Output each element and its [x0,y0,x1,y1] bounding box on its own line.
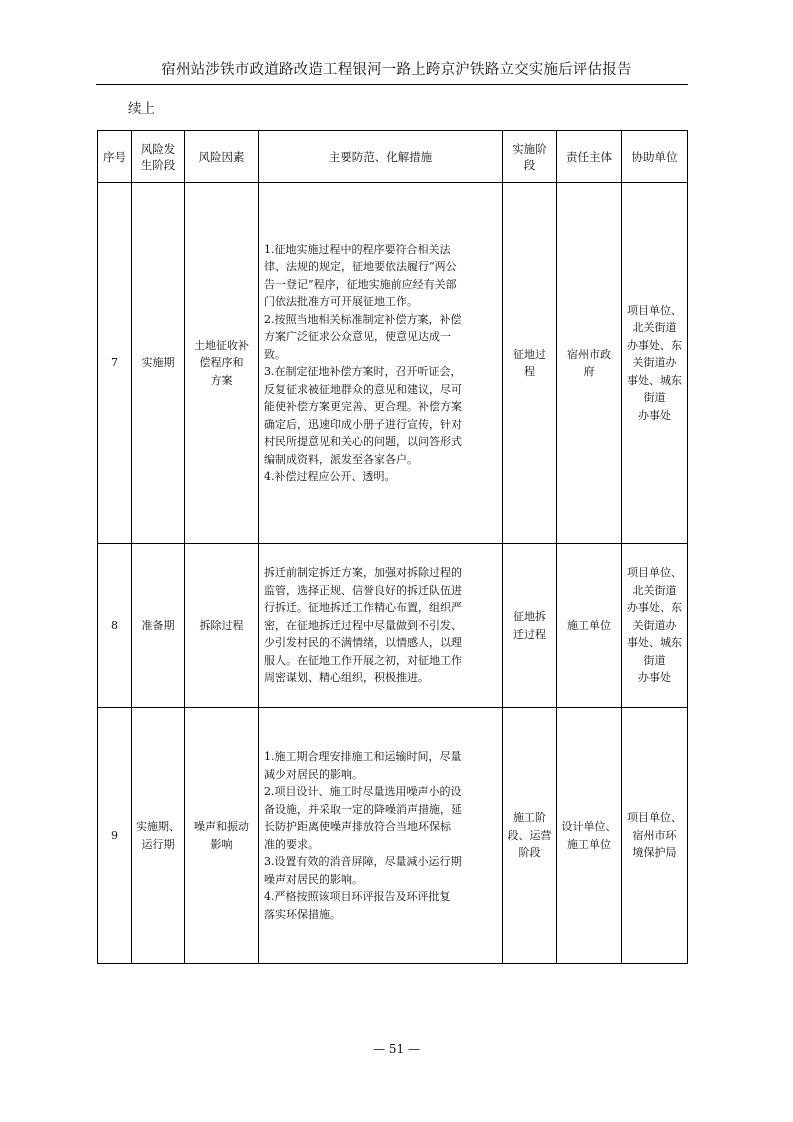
risk-factor-line: 噪声和振动 [194,820,249,833]
measure-line: 备设施，并采取一定的降噪消声措施，延 [264,802,462,816]
col-header-measures: 主要防范、化解措施 [259,131,503,183]
assist-line: 境保护局 [632,846,677,860]
page-number: — 51 — [373,1042,420,1056]
assist-line: 关街道办 [632,618,677,632]
measure-line: 3.设置有效的消音屏障，尽量减小运行期 [264,855,462,868]
impl-stage-line: 段、运营 [507,828,552,842]
row-number: 8 [98,544,132,708]
risk-stage: 准备期 [132,544,185,708]
measure-line: 确定后，迅速印成小册子进行宣传，针对 [264,417,462,431]
assist-line: 办事处 [638,408,671,422]
col-header-factor: 风险因素 [185,131,259,183]
assist-line: 北关街道 [632,321,677,335]
risk-factor-line: 影响 [210,837,233,851]
measure-line: 监管，选择正规、信誉良好的拆迁队伍进 [264,583,462,597]
risk-factor [185,708,259,964]
measure-line: 致。 [264,347,286,361]
header-rule [96,84,688,85]
row-number: 9 [98,708,132,964]
table-row [98,183,688,544]
assist-line: 办事处 [638,671,671,685]
assist-line: 宿州市环 [632,828,677,842]
col-header-impl-text: 实施阶段 [512,141,547,172]
assist-line: 办事处、东 [627,338,682,352]
measures-cell [259,708,503,964]
responsible-line: 宿州市政 [567,347,611,361]
risk-table [97,130,688,964]
risk-stage: 实施期 [132,183,185,544]
page-header-title: 宿州站涉铁市政道路改造工程银河一路上跨京沪铁路立交实施后评估报告 [161,62,632,78]
impl-stage [503,183,557,544]
col-header-stage [132,131,185,183]
responsible-line: 施工单位 [567,618,611,632]
measure-line: 周密谋划、精心组织，积极推进。 [264,671,429,685]
measure-line: 3.在制定征地补偿方案时，召开听证会， [264,365,462,378]
impl-stage-line: 征地过 [513,347,546,361]
table-row [98,708,688,964]
assist-line: 事处、城东 [627,636,682,650]
measure-line: 噪声对居民的影响。 [264,872,363,886]
assisting-units [622,544,688,708]
risk-stage [132,708,185,964]
impl-stage-line: 施工阶 [513,811,546,825]
measure-line: 落实环保措施。 [264,907,341,921]
assisting-units [622,183,688,544]
risk-stage-line: 运行期 [141,837,175,851]
assist-line: 街道 [643,653,666,667]
assist-line: 项目单位、 [627,811,682,825]
measures-cell [259,544,503,708]
measure-line: 反复征求被征地群众的意见和建议，尽可 [264,382,462,396]
responsible-line: 设计单位、 [561,820,617,833]
continued-label: 续上 [128,101,155,117]
impl-stage-line: 征地拆 [513,610,546,623]
measure-line: 4.严格按照该项目环评报告及环评批复 [264,890,451,903]
measure-line: 门依法批准方可开展征地工作。 [264,295,418,308]
assist-line: 关街道办 [632,356,677,370]
measure-line: 律、法规的规定，征地要依法履行“两公 [264,260,457,273]
col-header-assist: 协助单位 [622,131,688,183]
row-number: 7 [98,183,132,544]
measure-line: 能使补偿方案更完善、更合理。补偿方案 [264,400,462,413]
col-header-stage-text: 风险发生阶段 [140,141,176,172]
measure-line: 村民所提意见和关心的问题，以问答形式 [264,435,462,448]
measure-line: 减少对居民的影响。 [264,767,363,781]
measures-cell [259,183,503,544]
table-header-row [98,131,688,183]
assisting-units [622,708,688,964]
assist-line: 办事处、东 [627,601,682,615]
risk-factor-line: 方案 [210,373,233,387]
measure-line: 告一登记”程序，征地实施前应经有关部 [264,277,457,291]
measure-line: 1.征地实施过程中的程序要符合相关法 [264,242,451,256]
measure-line: 2.项目设计、施工时尽量选用噪声小的设 [264,785,462,798]
impl-stage [503,708,557,964]
col-header-responsible: 责任主体 [557,131,622,183]
risk-factor-line: 偿程序和 [199,356,244,370]
col-header-impl [503,131,557,183]
responsible-party [557,183,622,544]
risk-stage-line: 实施期、 [136,820,180,833]
measure-line: 准的要求。 [264,837,319,851]
responsible-line: 施工单位 [567,837,611,851]
measure-line: 1.施工期合理安排施工和运输时间，尽量 [264,750,462,763]
responsible-party [557,544,622,708]
assist-line: 事处、城东 [627,373,682,387]
responsible-line: 府 [583,365,595,378]
measure-line: 长防护距离使噪声排放符合当地环保标 [264,820,451,833]
assist-line: 北关街道 [632,583,677,597]
assist-line: 街道 [643,391,666,405]
assist-line: 项目单位、 [627,566,682,580]
impl-stage-line: 迁过程 [513,627,546,641]
measure-line: 行拆迁。征地拆迁工作精心布置，组织严 [264,601,462,615]
measure-line: 拆迁前制定拆迁方案，加强对拆除过程的 [264,566,462,580]
measure-line: 少引发村民的不满情绪，以情感人，以理 [264,636,462,650]
measure-line: 服人。在征地工作开展之初，对征地工作 [264,653,462,667]
assist-line: 项目单位、 [627,303,682,317]
risk-factor [185,183,259,544]
measure-line: 编制成资料，派发至各家各户。 [264,452,418,466]
impl-stage-line: 阶段 [518,846,541,860]
measure-line: 方案广泛征求公众意见，使意见达成一 [264,330,451,343]
measure-line: 4.补偿过程应公开、透明。 [264,470,396,483]
col-header-no: 序号 [98,131,132,183]
responsible-party [557,708,622,964]
measure-line: 密，在征地拆迁过程中尽量做到不引发、 [264,618,462,632]
impl-stage [503,544,557,708]
risk-factor [185,544,259,708]
impl-stage-line: 程 [524,365,535,378]
risk-factor-line: 土地征收补 [194,338,249,352]
measure-line: 2.按照当地相关标准制定补偿方案，补偿 [264,312,462,326]
table-row [98,544,688,708]
risk-factor-line: 拆除过程 [199,618,244,632]
